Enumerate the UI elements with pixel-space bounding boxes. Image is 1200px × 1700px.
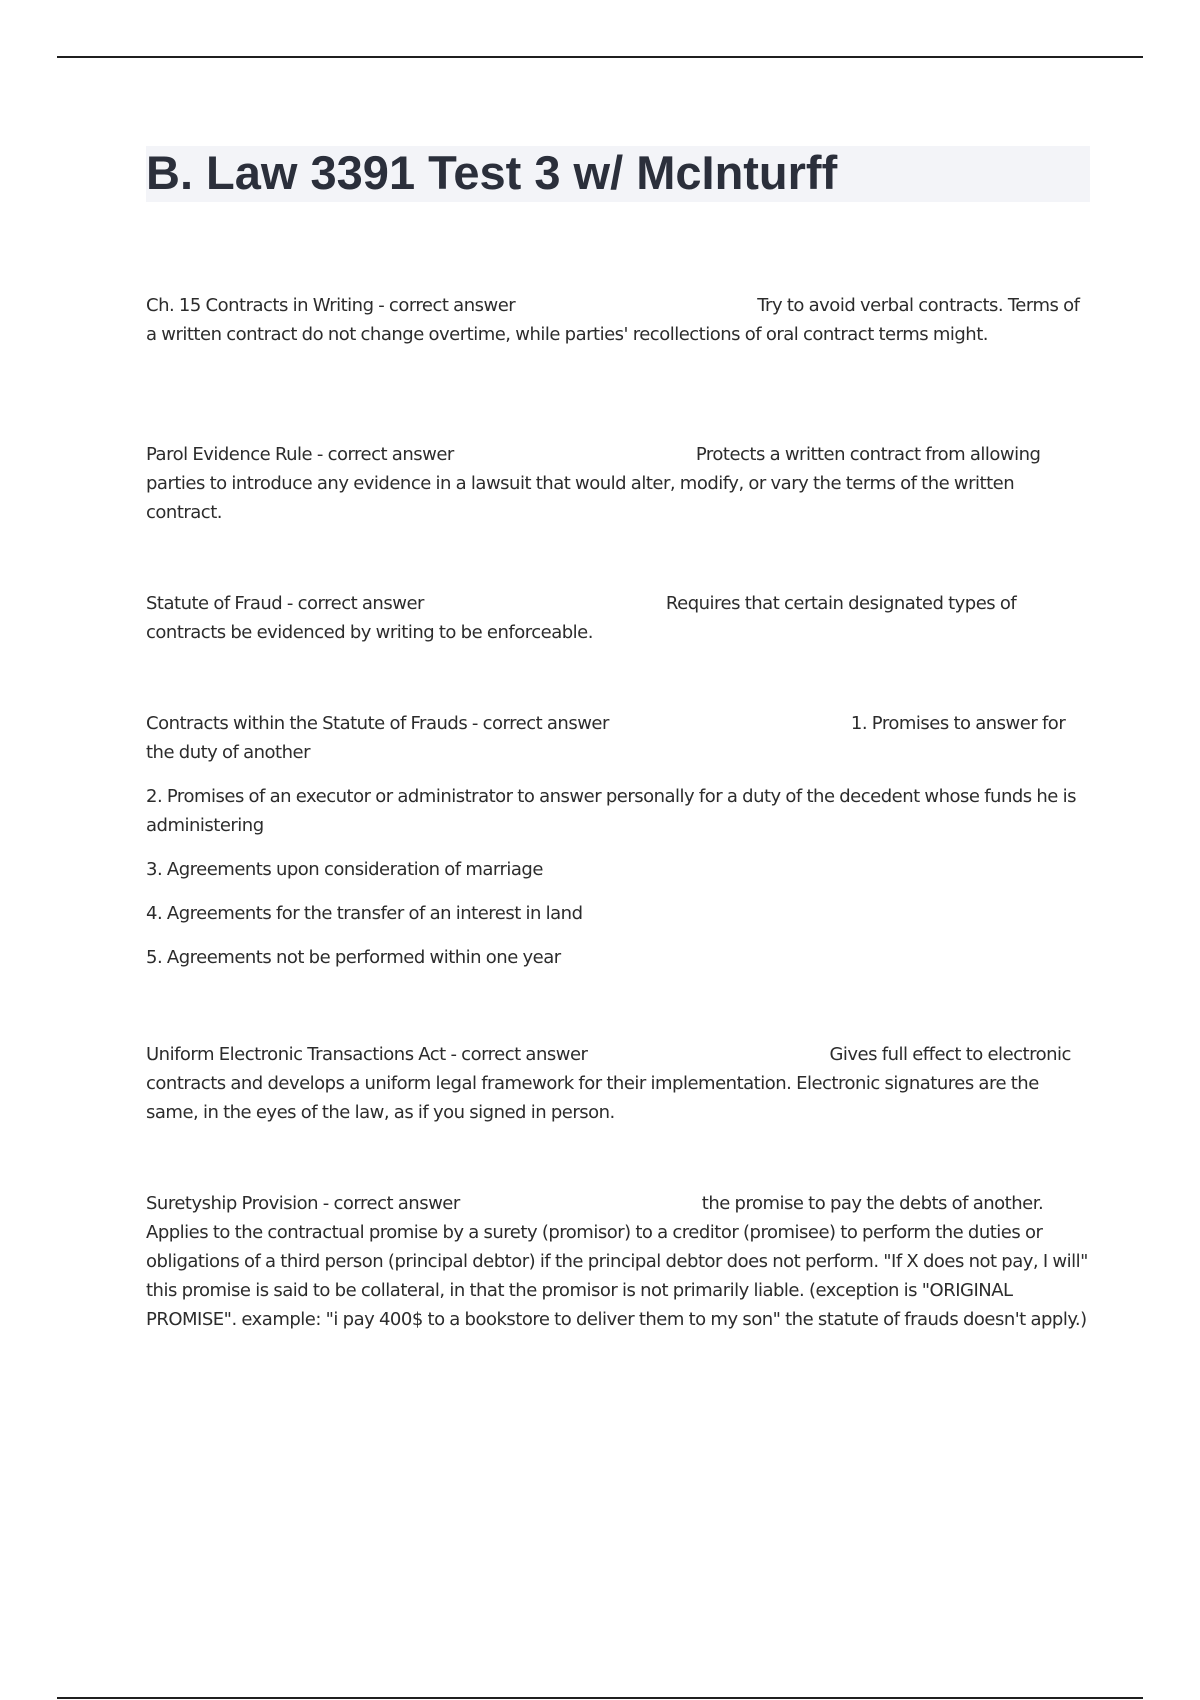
- list-item: 4. Agreements for the transfer of an interest in land: [146, 903, 583, 924]
- card-definition: 1. Promises to answer for the duty of another: [146, 713, 1066, 763]
- card-definition: the promise to pay the debts of another. Applies to the contractual promise by a surety (promisor) to a creditor (promisee) to perform the duties or obligations of a third person (principal debtor) if the principal debtor does not perform. "If X does not pay, I will" this promise is said to be collateral, in that the promisor is not primarily liable. (exception is "ORIGINAL PROMISE". example: "i pay 400$ to a bookstore to deliver them to my son" the statute of frauds doesn't apply.): [146, 1193, 1088, 1330]
- list-item: 5. Agreements not be performed within one year: [146, 947, 561, 968]
- card-definition: Protects a written contract from allowing parties to introduce any evidence in a lawsuit that would alter, modify, or vary the terms of the written contract.: [146, 444, 1041, 523]
- card-definition: Requires that certain designated types of contracts be evidenced by writing to be enforceable.: [146, 593, 1017, 643]
- flashcard: [146, 589, 1092, 647]
- card-term: Parol Evidence Rule - correct answer: [146, 444, 454, 465]
- top-rule: [57, 56, 1143, 58]
- card-text: [146, 291, 1092, 349]
- card-text: [146, 589, 1092, 647]
- bottom-rule: [57, 1697, 1143, 1699]
- card-definition: Gives full effect to electronic contracts and develops a uniform legal framework for their implementation. Electronic signatures are the same, in the eyes of the law, as if you signed in person.: [146, 1044, 1071, 1123]
- card-text: [146, 440, 1092, 527]
- list-item: 2. Promises of an executor or administrator to answer personally for a duty of the decedent whose funds he is administering: [146, 786, 1076, 836]
- card-text: [146, 709, 1092, 767]
- flashcard: [146, 1189, 1092, 1334]
- document-title: B. Law 3391 Test 3 w/ McInturff: [146, 146, 838, 199]
- card-term: Contracts within the Statute of Frauds - correct answer: [146, 713, 609, 734]
- flashcard: [146, 291, 1092, 349]
- flashcard: [146, 440, 1092, 527]
- list-item: 3. Agreements upon consideration of marriage: [146, 859, 543, 880]
- flashcard: [146, 709, 1092, 972]
- flashcard: [146, 1040, 1092, 1127]
- card-term: Suretyship Provision - correct answer: [146, 1193, 460, 1214]
- card-term: Ch. 15 Contracts in Writing - correct answer: [146, 295, 516, 316]
- card-text: [146, 1040, 1092, 1127]
- card-term: Statute of Fraud - correct answer: [146, 593, 424, 614]
- card-term: Uniform Electronic Transactions Act - correct answer: [146, 1044, 588, 1065]
- card-definition: Try to avoid verbal contracts. Terms of a written contract do not change overtime, while parties' recollections of oral contract terms might.: [146, 295, 1080, 345]
- card-text: [146, 1189, 1092, 1334]
